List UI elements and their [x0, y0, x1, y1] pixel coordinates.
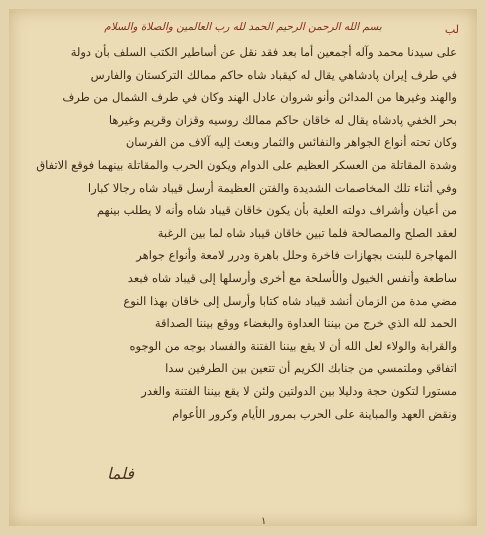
text-line: اتفاقي وملتمسي من جنابك الكريم أن تتعين بين الطرفين سدا	[165, 361, 457, 376]
manuscript-body	[31, 41, 457, 425]
text-line: لعقد الصلح والمصالحة فلما تبين خاقان قيباد شاه لما بين الرغبة	[157, 225, 457, 240]
text-line: مستورا لتكون حجة ودليلا بين الدولتين ولئن لا يقع بيننا الفتنة والغدر	[141, 383, 457, 398]
text-line: المهاجرة للبنت بجهازات فاخرة وحلل باهرة ودرر لامعة وأنواع جواهر	[136, 248, 457, 263]
text-line: وكان تحته أنواع الجواهر والنفائس والثمار وبعث إليه آلاف من الفرسان	[125, 135, 457, 150]
text-line: الحمد لله الذي خرج من بيننا العداوة والبغضاء ووقع بيننا الصداقة	[154, 316, 457, 331]
text-line: ونقض العهد والمباينة على الحرب بمرور الأيام وكرور الأعوام	[172, 406, 457, 421]
text-line: ساطعة وأنفس الخيول والأسلحة مع أخرى وأرسلها إلى قيباد شاه فبعد	[127, 270, 457, 285]
text-line: والقرابة والولاء لعل الله أن لا يقع بيننا الفتنة والفساد بوجه من الوجوه	[129, 338, 457, 353]
catchword: فلما	[107, 464, 135, 483]
invocation-header: بسم الله الرحمن الرحيم الحمد لله رب العالمين والصلاة والسلام	[104, 21, 382, 33]
corner-mark: لب	[444, 23, 459, 36]
text-line: وفي أثناء تلك المخاصمات الشديدة والفتن العظيمة أرسل قيباد شاه رجالا كبارا	[87, 180, 457, 195]
text-line: من أعيان وأشراف دولته العلية بأن يكون خاقان قيباد شاه وأنه لا يطلب بينهم	[96, 203, 457, 218]
text-line: والهند وغيرها من المدائن وأنو شروان عادل الهند وكان في طرف الشمال من طرف	[62, 90, 457, 105]
manuscript-page	[9, 9, 477, 526]
text-line: في طرف إيران پادشاهي يقال له كيقباد شاه حاكم ممالك التركستان والفارس	[90, 67, 457, 82]
text-line: مضي مدة من الزمان أنشد قيباد شاه كتابا وأرسل إلى خاقان بهذا النوع	[123, 293, 457, 308]
text-line: وشدة المقاتلة من العسكر العظيم على الدوام ويكون الحرب والمقاتلة بينهما فوقع الاتفاق	[36, 157, 457, 172]
text-line: على سيدنا محمد وآله أجمعين أما بعد فقد نقل عن أساطير الكتب السلف بأن دولة	[70, 45, 457, 59]
folio-number: ١	[261, 516, 267, 526]
text-line: بحر الخفي پادشاه يقال له خاقان حاكم ممالك روسيه وقزان وقريم وغيرها	[108, 112, 457, 127]
